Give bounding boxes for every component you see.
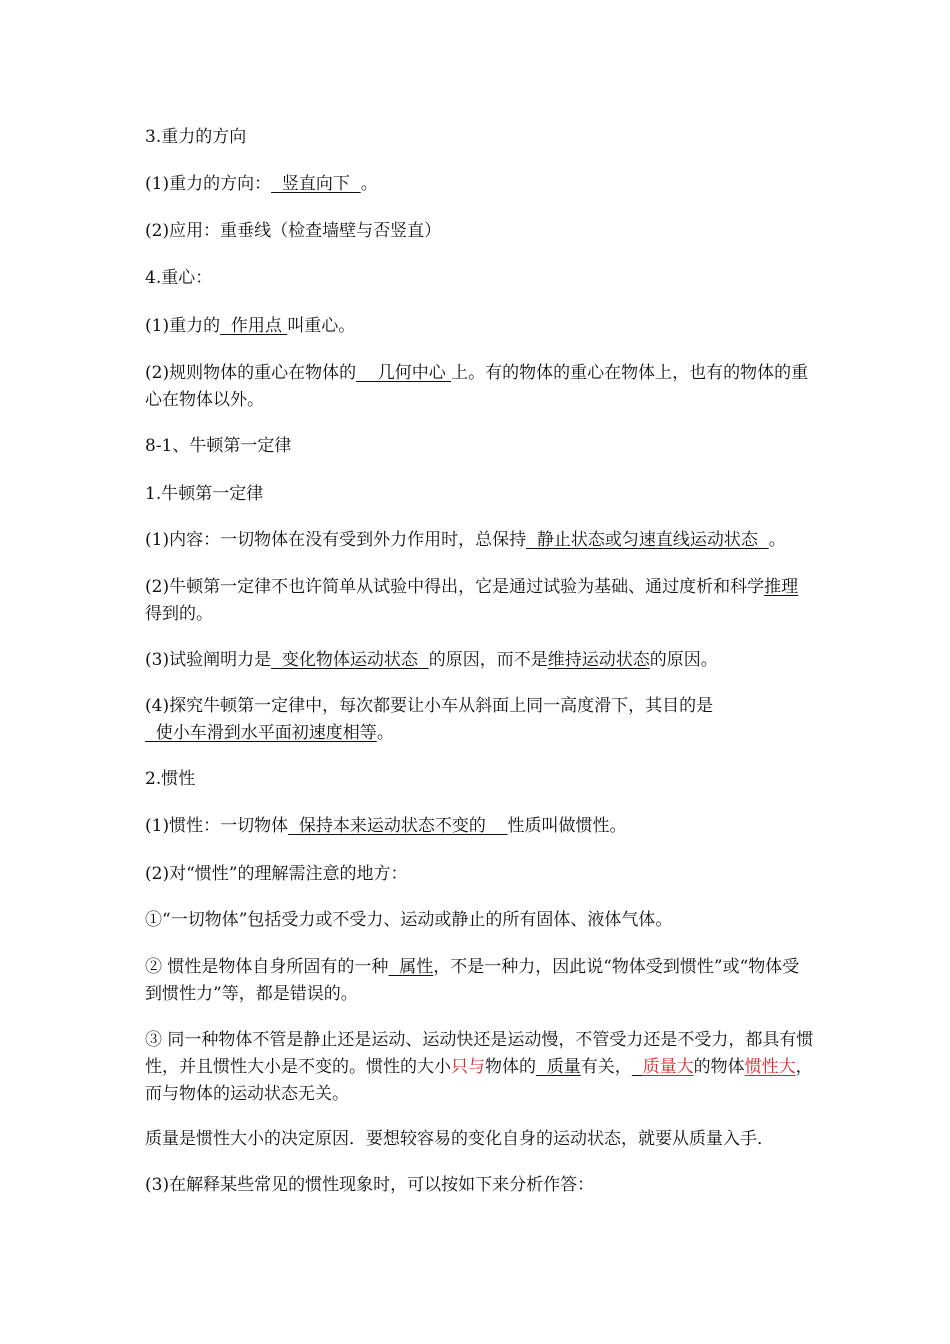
text-segment: ② 惯性是物体自身所固有的一种 — [145, 957, 389, 977]
inertia-definition-line — [145, 813, 815, 840]
text-segment: (1)重力的 — [145, 316, 221, 336]
text-segment: 性质叫做惯性。 — [507, 816, 627, 836]
text-segment: ，而与物体的运动状态无关。 — [145, 1057, 813, 1104]
text-segment: (1)内容：一切物体在没有受到外力作用时，总保持 — [145, 530, 527, 550]
text-segment: 的原因，而不是 — [428, 650, 548, 670]
inertia-note-3 — [145, 1027, 815, 1108]
text-segment: 有关， — [580, 1057, 632, 1077]
text-segment: 的物体 — [693, 1057, 745, 1077]
text-segment: (2)规则物体的重心在物体的 — [145, 363, 357, 383]
chapter-8-1-title: 8-1、牛顿第一定律 — [145, 436, 292, 456]
text-segment: 。 — [360, 174, 378, 194]
text-segment: 得到的。 — [145, 604, 213, 624]
answer-blank: 作用点 — [220, 316, 288, 336]
plumb-line-application: (2)应用：重垂线（检查墙壁与否竖直） — [145, 221, 442, 241]
answer-blank: 静止状态或匀速直线运动状态 — [526, 530, 769, 550]
answer-blank: 保持本来运动状态不变的 — [288, 816, 508, 836]
text-segment: (1)重力的方向： — [145, 174, 272, 194]
center-of-gravity-definition — [145, 313, 815, 340]
mass-determines-inertia: 质量是惯性大小的决定原因．要想较容易的变化自身的运动状态，就要从质量入手． — [145, 1129, 774, 1149]
highlight-red-answer: 质量大 — [642, 1057, 694, 1077]
text-segment: 。 — [768, 530, 786, 550]
answer-blank: 维持运动状态 — [547, 650, 650, 670]
inertia-notes-intro: (2)对“惯性”的理解需注意的地方： — [145, 864, 408, 884]
inertia-note-2 — [145, 954, 815, 1008]
regular-object-center — [145, 360, 815, 414]
answer-blank: 质量 — [536, 1057, 581, 1077]
text-segment: ，不是一种力，因此说“物体受到惯性”或“物体受到惯性力”等，都是错误的。 — [145, 957, 800, 1004]
text-segment: 叫重心。 — [287, 316, 356, 336]
text-segment: 物体的 — [485, 1057, 536, 1077]
answer-blank: 竖直向下 — [271, 174, 361, 194]
experiment-conclusion-line — [145, 647, 815, 674]
answer-blank: 变化物体运动状态 — [271, 650, 429, 670]
text-segment: 的原因。 — [649, 650, 718, 670]
law-content-line — [145, 527, 815, 554]
newton-first-law-title: 1.牛顿第一定律 — [145, 484, 264, 504]
highlight-red: 只与 — [451, 1057, 485, 1077]
text-segment: 。 — [376, 723, 394, 743]
inertia-note-1: ①“一切物体”包括受力或不受力、运动或静止的所有固体、液体气体。 — [145, 910, 673, 930]
text-segment: (4)探究牛顿第一定律中，每次都要让小车从斜面上同一高度滑下，其目的是 — [145, 696, 714, 716]
text-segment: (2)牛顿第一定律不也许简单从试验中得出，它是通过试验为基础、通过度析和科学 — [145, 577, 765, 597]
answer-blank: 属性 — [388, 957, 434, 977]
answer-blank: 推理 — [764, 577, 799, 597]
gravity-direction-line — [145, 171, 815, 198]
inertia-analysis-intro: (3)在解释某些常见的惯性现象时，可以按如下来分析作答： — [145, 1175, 595, 1195]
experiment-purpose-line — [145, 693, 815, 747]
section-3-title: 3.重力的方向 — [145, 127, 247, 147]
text-segment: (1)惯性：一切物体 — [145, 816, 289, 836]
answer-blank: 使小车滑到水平面初速度相等 — [145, 723, 377, 743]
text-segment: ③ 同一种物体不管是静止还是运动、运动快还是运动慢，不管受力还是不受力，都具有惯性，并且惯性大小是不变的。惯性的大小 — [145, 1030, 814, 1077]
answer-blank-lead — [632, 1057, 643, 1077]
inertia-title: 2.惯性 — [145, 769, 196, 789]
answer-blank: 几何中心 — [356, 363, 452, 383]
law-derivation-line — [145, 574, 815, 628]
text-segment: (3)试验阐明力是 — [145, 650, 272, 670]
section-4-title: 4.重心： — [145, 268, 213, 288]
text-segment: 上。有的物体的重心在物体上，也有的物体的重心在物体以外。 — [145, 363, 809, 410]
highlight-red-answer: 惯性大 — [744, 1057, 796, 1077]
